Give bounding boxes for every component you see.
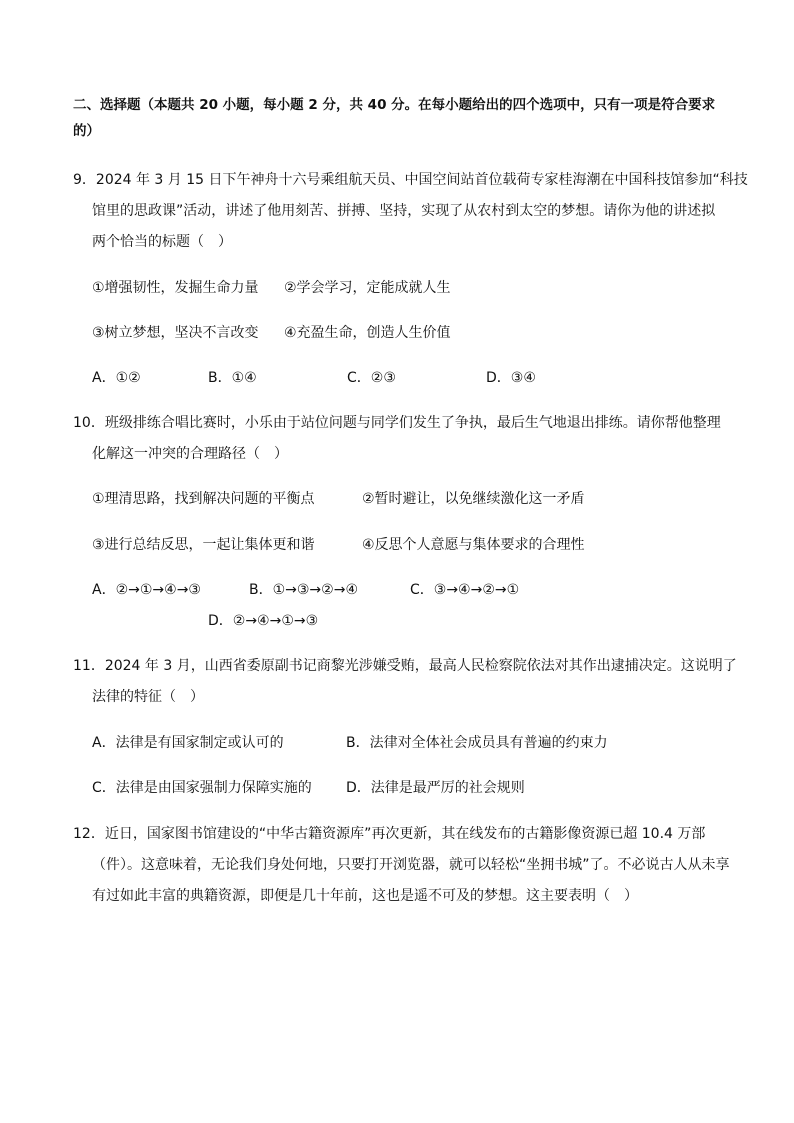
question-stem-line: 11．2024 年 3 月，山西省委原副书记商黎光涉嫌受贿，最高人民检察院依法对其作出逮捕决定。这说明了	[73, 658, 737, 674]
answer-choice-c[interactable]: C．③→④→②→①	[410, 582, 520, 598]
answer-choice-a[interactable]: A．①②	[92, 370, 141, 386]
answer-choice-d[interactable]: D．②→④→①→③	[208, 613, 319, 629]
statement-item: ①增强韧性，发掘生命力量	[92, 280, 259, 296]
question-stem-line: 馆里的思政课”活动，讲述了他用刻苦、拼搏、坚持，实现了从农村到太空的梦想。请你为他的讲述拟	[92, 203, 716, 219]
statement-item: ①理清思路，找到解决问题的平衡点	[92, 491, 315, 507]
answer-choice-d[interactable]: D．法律是最严厉的社会规则	[346, 780, 525, 796]
answer-choice-c[interactable]: C．②③	[347, 370, 396, 386]
question-stem-line: 有过如此丰富的典籍资源，即便是几十年前，这也是遥不可及的梦想。这主要表明（ ）	[92, 888, 638, 904]
statement-item: ②暂时避让，以免继续激化这一矛盾	[362, 491, 585, 507]
question-stem-line: 12．近日，国家图书馆建设的“中华古籍资源库”再次更新，其在线发布的古籍影像资源已超 10.4 万部	[73, 826, 706, 842]
answer-choice-a[interactable]: A．②→①→④→③	[92, 582, 201, 598]
statement-item: ④充盈生命，创造人生价值	[284, 325, 451, 341]
answer-choice-a[interactable]: A．法律是有国家制定或认可的	[92, 735, 284, 751]
statement-item: ④反思个人意愿与集体要求的合理性	[362, 537, 585, 553]
question-stem-line: 两个恰当的标题（ ）	[92, 234, 232, 250]
question-stem-line: 10．班级排练合唱比赛时，小乐由于站位问题与同学们发生了争执，最后生气地退出排练。请你帮他整理	[73, 415, 721, 431]
answer-choice-b[interactable]: B．①→③→②→④	[249, 582, 358, 598]
answer-choice-b[interactable]: B．①④	[208, 370, 257, 386]
section-title-line-2: 的）	[73, 123, 100, 139]
statement-item: ②学会学习，定能成就人生	[284, 280, 451, 296]
section-title-line-1: 二、选择题（本题共 20 小题，每小题 2 分，共 40 分。在每小题给出的四个选项中，只有一项是符合要求	[73, 97, 716, 113]
statement-item: ③树立梦想，坚决不言改变	[92, 325, 259, 341]
question-stem-line: （件）。这意味着，无论我们身处何地，只要打开浏览器，就可以轻松“坐拥书城”了。不必说古人从未享	[92, 857, 730, 873]
question-stem-line: 9．2024 年 3 月 15 日下午神舟十六号乘组航天员、中国空间站首位载荷专家桂海潮在中国科技馆参加“科技	[73, 172, 748, 188]
answer-choice-d[interactable]: D．③④	[486, 370, 536, 386]
answer-choice-b[interactable]: B．法律对全体社会成员具有普遍的约束力	[346, 735, 608, 751]
question-stem-line: 法律的特征（ ）	[92, 689, 204, 705]
question-stem-line: 化解这一冲突的合理路径（ ）	[92, 446, 288, 462]
statement-item: ③进行总结反思，一起让集体更和谐	[92, 537, 315, 553]
answer-choice-c[interactable]: C．法律是由国家强制力保障实施的	[92, 780, 312, 796]
